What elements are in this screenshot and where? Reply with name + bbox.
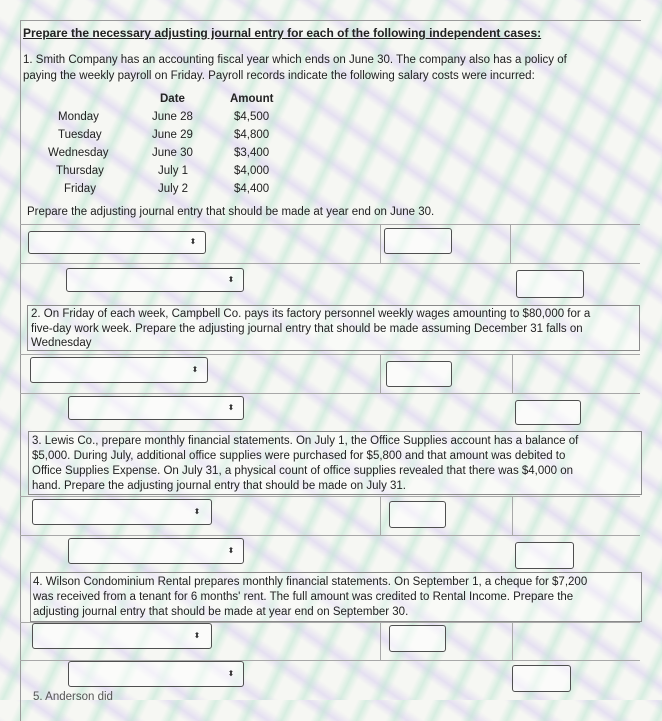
salary-row-day: Tuesday bbox=[58, 129, 102, 141]
case1-credit-amount-input[interactable] bbox=[516, 270, 584, 298]
salary-row-amount: $4,400 bbox=[234, 183, 270, 195]
case2-text-line3: Wednesday bbox=[31, 337, 92, 349]
case3-credit-account-select[interactable] bbox=[68, 538, 244, 564]
case3-text-line4: hand. Prepare the adjusting journal entry that should be made on July 31. bbox=[32, 480, 406, 492]
case1-debit-amount-input[interactable] bbox=[384, 228, 452, 254]
chevron-updown-icon: ⬍ bbox=[193, 507, 201, 516]
case3-debit-account-select[interactable] bbox=[32, 499, 212, 525]
salary-row-date: July 1 bbox=[158, 165, 189, 177]
divider bbox=[20, 263, 640, 264]
divider bbox=[20, 354, 640, 355]
case4-text-line2: was received from a tenant for 6 months' rent. The full amount was credited to Rental Income. Prepare the bbox=[33, 591, 574, 603]
salary-row-date: June 30 bbox=[152, 147, 193, 159]
case2-credit-amount-input[interactable] bbox=[515, 400, 581, 425]
salary-row-amount: $4,800 bbox=[234, 129, 270, 141]
case3-credit-amount-input[interactable] bbox=[515, 542, 574, 569]
salary-row-day: Wednesday bbox=[48, 147, 109, 159]
case4-text-line1: 4. Wilson Condominium Rental prepares monthly financial statements. On September 1, a cheque for $7,200 bbox=[33, 576, 588, 588]
case3-text-line3: Office Supplies Expense. On July 31, a physical count of office supplies revealed that there was $4,000 on bbox=[32, 465, 574, 477]
divider bbox=[20, 535, 640, 536]
chevron-updown-icon: ⬍ bbox=[227, 403, 235, 412]
divider bbox=[20, 393, 640, 394]
case4-credit-amount-input[interactable] bbox=[512, 665, 571, 692]
divider bbox=[512, 496, 513, 535]
divider bbox=[380, 496, 381, 535]
salary-table-date-header: Date bbox=[160, 93, 185, 105]
case3-text-line2: $5,000. During July, additional office supplies were purchased for $5,800 and that amount was debited to bbox=[32, 450, 566, 462]
salary-row-amount: $4,000 bbox=[234, 165, 270, 177]
salary-row-date: June 28 bbox=[152, 111, 193, 123]
case2-debit-amount-input[interactable] bbox=[386, 361, 452, 387]
case4-credit-account-select[interactable] bbox=[68, 661, 244, 687]
case2-credit-account-select[interactable] bbox=[68, 396, 244, 420]
divider bbox=[380, 224, 381, 263]
divider bbox=[380, 622, 381, 660]
salary-row-date: June 29 bbox=[152, 129, 193, 141]
case5-text-partial: 5. Anderson did bbox=[33, 691, 113, 703]
salary-row-amount: $4,500 bbox=[234, 111, 270, 123]
case3-text-line1: 3. Lewis Co., prepare monthly financial statements. On July 1, the Office Supplies account has a balance of bbox=[32, 435, 579, 447]
case2-text-line2: five-day work week. Prepare the adjusting journal entry that should be made assuming December 31 falls on bbox=[31, 323, 583, 335]
chevron-updown-icon: ⬍ bbox=[189, 237, 197, 246]
divider bbox=[512, 622, 513, 660]
chevron-updown-icon: ⬍ bbox=[193, 631, 201, 640]
case1-text-line2: paying the weekly payroll on Friday. Payroll records indicate the following salary costs were incurred: bbox=[23, 70, 535, 82]
case1-debit-account-select[interactable] bbox=[28, 231, 206, 254]
case2-text-line1: 2. On Friday of each week, Campbell Co. pays its factory personnel weekly wages amounting to $80,000 for a bbox=[31, 308, 591, 320]
divider bbox=[512, 354, 513, 393]
case4-text-line3: adjusting journal entry that should be made at year end on September 30. bbox=[33, 606, 409, 618]
salary-row-date: July 2 bbox=[158, 183, 189, 195]
chevron-updown-icon: ⬍ bbox=[227, 275, 235, 284]
chevron-updown-icon: ⬍ bbox=[227, 546, 235, 555]
case2-debit-account-select[interactable] bbox=[30, 357, 208, 383]
salary-row-day: Monday bbox=[58, 111, 99, 123]
salary-row-day: Thursday bbox=[56, 165, 104, 177]
divider bbox=[510, 224, 511, 263]
case3-debit-amount-input[interactable] bbox=[389, 501, 446, 528]
case1-text-line1: 1. Smith Company has an accounting fiscal year which ends on June 30. The company also has a policy of bbox=[23, 54, 567, 66]
case4-debit-amount-input[interactable] bbox=[389, 625, 446, 652]
divider bbox=[20, 224, 640, 225]
salary-table-amount-header: Amount bbox=[230, 93, 274, 105]
case4-debit-account-select[interactable] bbox=[32, 623, 212, 649]
divider bbox=[20, 496, 640, 497]
chevron-updown-icon: ⬍ bbox=[191, 365, 199, 374]
salary-row-day: Friday bbox=[64, 183, 96, 195]
salary-row-amount: $3,400 bbox=[234, 147, 270, 159]
divider bbox=[380, 354, 381, 393]
instructions-heading: Prepare the necessary adjusting journal entry for each of the following independent cases: bbox=[23, 26, 542, 40]
case1-prompt: Prepare the adjusting journal entry that should be made at year end on June 30. bbox=[27, 206, 435, 218]
chevron-updown-icon: ⬍ bbox=[227, 669, 235, 678]
case1-credit-account-select[interactable] bbox=[66, 268, 244, 292]
